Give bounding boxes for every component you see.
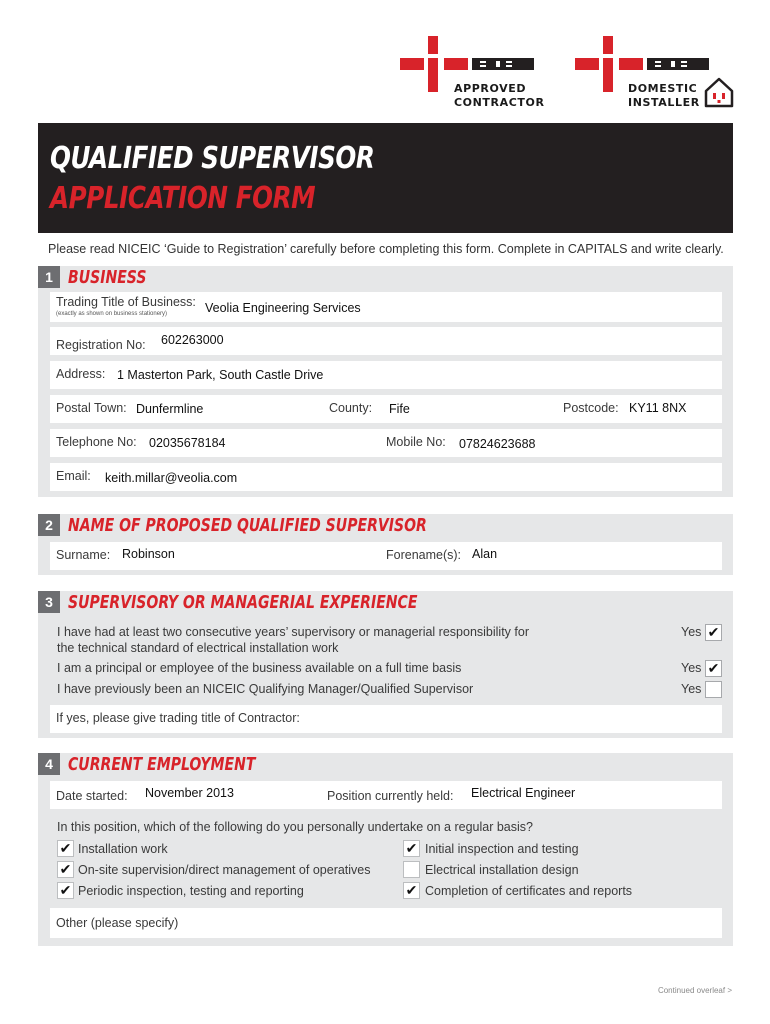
duties-question: In this position, which of the following do you personally undertake on a regular basis? bbox=[57, 820, 533, 834]
forename-value[interactable]: Alan bbox=[472, 547, 498, 561]
intro-instructions: Please read NICEIC ‘Guide to Registration’ carefully before completing this form. Complete in CAPITALS and write clearly. bbox=[48, 242, 724, 256]
section-current-employment bbox=[38, 753, 733, 946]
title-banner bbox=[38, 123, 733, 233]
registration-label: Registration No: bbox=[56, 338, 146, 352]
approved-contractor-text: APPROVED CONTRACTOR bbox=[454, 82, 545, 109]
section-number: 4 bbox=[38, 753, 60, 775]
section-title: BUSINESS bbox=[68, 267, 147, 288]
section-number: 2 bbox=[38, 514, 60, 536]
email-field[interactable] bbox=[50, 463, 722, 491]
postal-town-row bbox=[50, 395, 722, 423]
duty-installation-label: Installation work bbox=[78, 842, 168, 856]
section-title: SUPERVISORY OR MANAGERIAL EXPERIENCE bbox=[68, 592, 418, 613]
surname-label: Surname: bbox=[56, 548, 111, 562]
trading-title-label: Trading Title of Business: bbox=[56, 295, 196, 309]
postal-town-value[interactable]: Dunfermline bbox=[136, 402, 204, 416]
registration-field[interactable] bbox=[50, 327, 722, 355]
trading-title-value[interactable]: Veolia Engineering Services bbox=[205, 301, 361, 315]
county-label: County: bbox=[329, 401, 373, 415]
section-header bbox=[38, 266, 733, 292]
niceic-approved-contractor-logo bbox=[400, 36, 545, 116]
date-started-value[interactable]: November 2013 bbox=[145, 786, 234, 800]
address-label: Address: bbox=[56, 367, 106, 381]
section-header bbox=[38, 753, 733, 779]
section-number: 1 bbox=[38, 266, 60, 288]
email-value[interactable]: keith.millar@veolia.com bbox=[105, 471, 238, 485]
duty-initial-inspection-label: Initial inspection and testing bbox=[425, 842, 579, 856]
postal-town-label: Postal Town: bbox=[56, 401, 127, 415]
experience-question-3: I have previously been an NICEIC Qualifying Manager/Qualified Supervisor bbox=[57, 682, 474, 696]
niceic-domestic-installer-logo bbox=[575, 36, 715, 116]
duty-periodic-inspection-label: Periodic inspection, testing and reporting bbox=[78, 884, 304, 898]
address-value[interactable]: 1 Masterton Park, South Castle Drive bbox=[117, 368, 324, 382]
house-socket-icon bbox=[703, 76, 735, 108]
trading-title-note: (exactly as shown on business stationery) bbox=[56, 311, 168, 317]
county-value[interactable]: Fife bbox=[389, 402, 410, 416]
experience-q3-checkbox[interactable] bbox=[705, 681, 722, 698]
yes-label: Yes bbox=[681, 682, 702, 696]
yes-label: Yes bbox=[681, 661, 702, 675]
section-title: NAME OF PROPOSED QUALIFIED SUPERVISOR bbox=[68, 515, 427, 536]
experience-question-1: I have had at least two consecutive years’ supervisory or managerial responsibility for bbox=[57, 625, 529, 639]
duty-supervision-checkbox[interactable]: ✔ bbox=[57, 861, 74, 878]
surname-value[interactable]: Robinson bbox=[122, 547, 175, 561]
contractor-title-field[interactable] bbox=[50, 705, 722, 733]
section-number: 3 bbox=[38, 591, 60, 613]
section-title: CURRENT EMPLOYMENT bbox=[68, 754, 256, 775]
mobile-label: Mobile No: bbox=[386, 435, 446, 449]
duty-certificates-label: Completion of certificates and reports bbox=[425, 884, 633, 898]
registration-value[interactable]: 602263000 bbox=[161, 333, 224, 347]
duty-certificates-checkbox[interactable]: ✔ bbox=[403, 882, 420, 899]
other-duties-field[interactable] bbox=[50, 908, 722, 938]
mobile-value[interactable]: 07824623688 bbox=[459, 437, 536, 451]
duty-initial-inspection-checkbox[interactable]: ✔ bbox=[403, 840, 420, 857]
telephone-value[interactable]: 02035678184 bbox=[149, 436, 226, 450]
section-header bbox=[38, 591, 733, 617]
forename-label: Forename(s): bbox=[386, 548, 462, 562]
duty-supervision-label: On-site supervision/direct management of operatives bbox=[78, 863, 371, 877]
postcode-label: Postcode: bbox=[563, 401, 619, 415]
name-row bbox=[50, 542, 722, 570]
trading-title-field[interactable] bbox=[50, 292, 722, 322]
experience-question-2: I am a principal or employee of the business available on a full time basis bbox=[57, 661, 462, 675]
postcode-value[interactable]: KY11 8NX bbox=[629, 401, 687, 415]
experience-question-1-cont: the technical standard of electrical installation work bbox=[57, 641, 339, 655]
telephone-label: Telephone No: bbox=[56, 435, 137, 449]
continued-overleaf-note: Continued overleaf > bbox=[657, 986, 732, 995]
position-label: Position currently held: bbox=[327, 789, 454, 803]
contractor-title-label: If yes, please give trading title of Contractor: bbox=[56, 711, 300, 725]
email-label: Email: bbox=[56, 469, 91, 483]
position-value[interactable]: Electrical Engineer bbox=[471, 786, 576, 800]
experience-q1-checkbox[interactable]: ✔ bbox=[705, 624, 722, 641]
duty-design-checkbox[interactable] bbox=[403, 861, 420, 878]
telephone-row bbox=[50, 429, 722, 457]
duty-installation-checkbox[interactable]: ✔ bbox=[57, 840, 74, 857]
date-started-label: Date started: bbox=[56, 789, 128, 803]
section-proposed-supervisor bbox=[38, 514, 733, 575]
section-experience bbox=[38, 591, 733, 738]
section-header bbox=[38, 514, 733, 540]
duty-periodic-inspection-checkbox[interactable]: ✔ bbox=[57, 882, 74, 899]
other-duties-label: Other (please specify) bbox=[56, 916, 179, 930]
duty-design-label: Electrical installation design bbox=[425, 863, 579, 877]
section-business bbox=[38, 266, 733, 497]
employment-row bbox=[50, 781, 722, 809]
page-title: QUALIFIED SUPERVISOR bbox=[50, 141, 375, 176]
domestic-installer-text: DOMESTIC INSTALLER bbox=[628, 82, 700, 109]
experience-q2-checkbox[interactable]: ✔ bbox=[705, 660, 722, 677]
yes-label: Yes bbox=[681, 625, 702, 639]
address-field[interactable] bbox=[50, 361, 722, 389]
page-subtitle: APPLICATION FORM bbox=[50, 181, 316, 216]
